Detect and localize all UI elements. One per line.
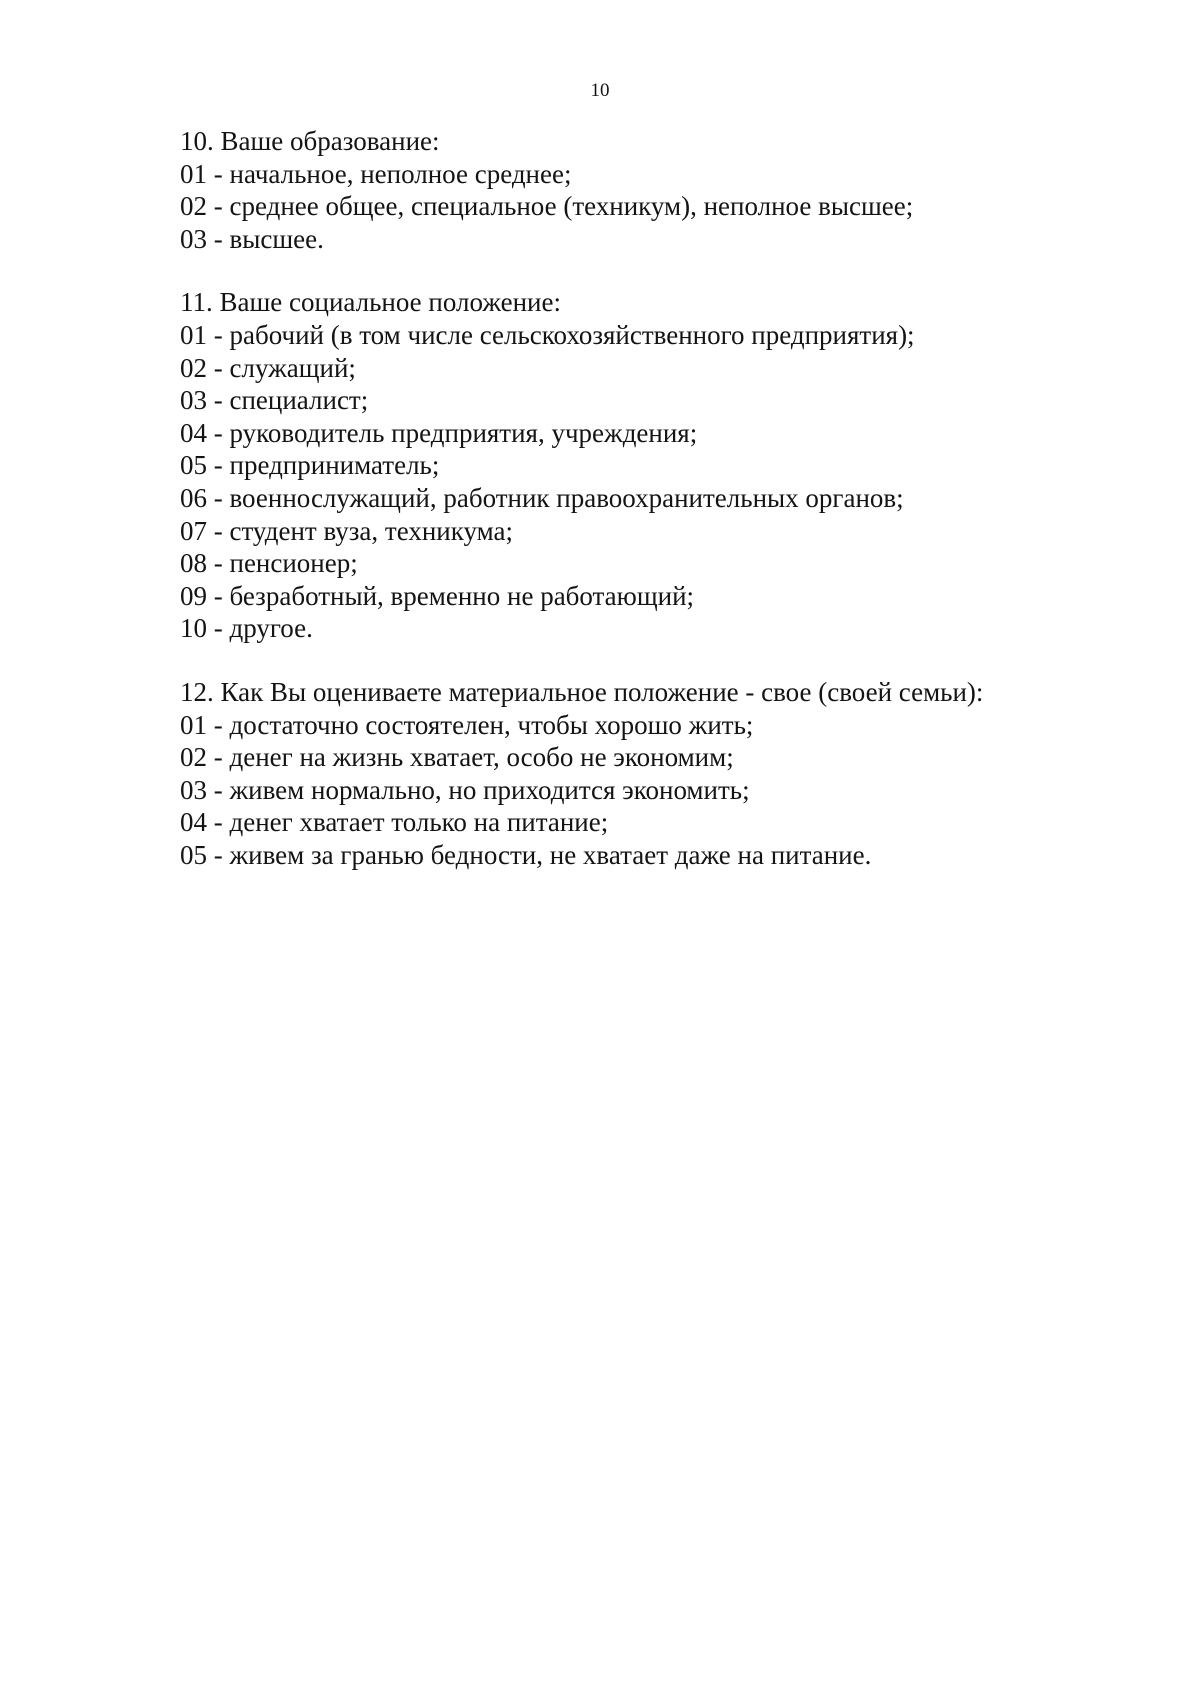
- question-education: [180, 125, 1120, 255]
- answer-option: 01 - начальное, неполное среднее;: [180, 158, 572, 189]
- answer-option: 02 - среднее общее, специальное (техникум), неполное высшее;: [180, 191, 914, 222]
- answer-option: 02 - денег на жизнь хватает, особо не экономим;: [180, 742, 734, 773]
- answer-option: 08 - пенсионер;: [180, 548, 358, 579]
- question-social-status: [180, 286, 1120, 645]
- answer-option: 10 - другое.: [180, 613, 313, 644]
- answer-option: 01 - достаточно состоятелен, чтобы хорошо жить;: [180, 709, 754, 740]
- answer-option: 07 - студент вуза, техникума;: [180, 515, 514, 546]
- answer-option: 03 - специалист;: [180, 385, 369, 416]
- answer-option: 06 - военнослужащий, работник правоохранительных органов;: [180, 482, 904, 513]
- answer-option: 03 - высшее.: [180, 223, 324, 254]
- question-title: 12. Как Вы оцениваете материальное положение - свое (своей семьи):: [180, 676, 984, 707]
- answer-option: 04 - денег хватает только на питание;: [180, 807, 609, 838]
- question-title: 11. Ваше социальное положение:: [180, 287, 561, 318]
- answer-option: 01 - рабочий (в том числе сельскохозяйственного предприятия);: [180, 319, 915, 350]
- page-number: 10: [590, 80, 610, 101]
- question-financial-status: [180, 676, 1120, 872]
- answer-option: 04 - руководитель предприятия, учреждения;: [180, 417, 698, 448]
- answer-option: 03 - живем нормально, но приходится экономить;: [180, 774, 750, 805]
- answer-option: 05 - живем за гранью бедности, не хватает даже на питание.: [180, 839, 872, 870]
- answer-option: 05 - предприниматель;: [180, 450, 440, 481]
- questionnaire-content: [180, 125, 1120, 902]
- answer-option: 02 - служащий;: [180, 352, 356, 383]
- answer-option: 09 - безработный, временно не работающий;: [180, 580, 695, 611]
- question-title: 10. Ваше образование:: [180, 126, 440, 156]
